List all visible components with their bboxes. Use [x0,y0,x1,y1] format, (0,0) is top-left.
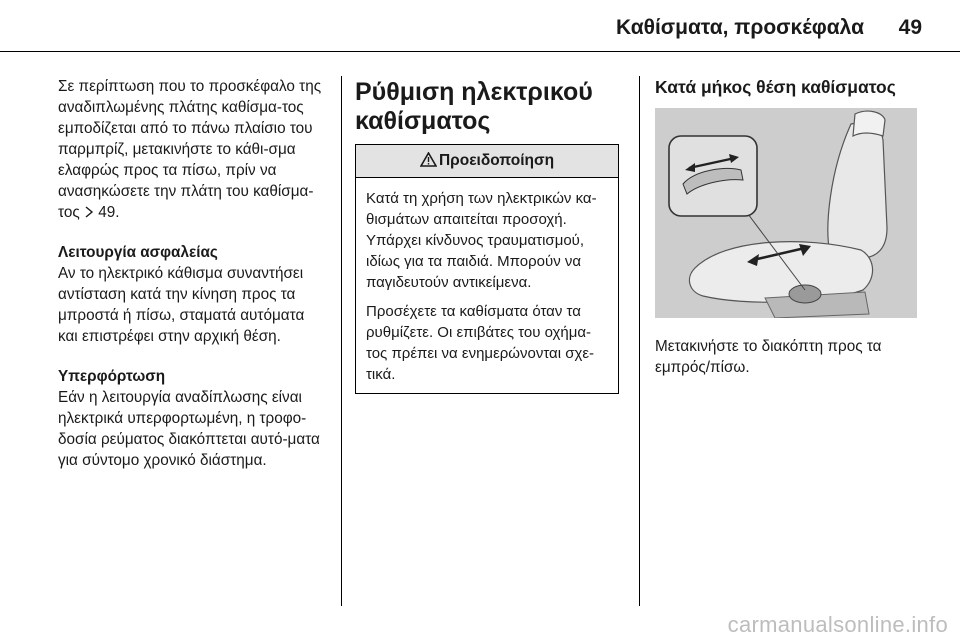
safety-heading: Λειτουργία ασφαλείας [58,244,218,261]
overload-heading: Υπερφόρτωση [58,368,166,385]
column-1 [58,76,328,490]
overload-paragraph [58,366,328,471]
illustration-caption: Μετακινήστε το διακόπτη προς τα εμπρός/πίσω. [655,338,882,376]
safety-paragraph [58,242,328,347]
column-divider [639,76,640,606]
warning-paragraph: Κατά τη χρήση των ηλεκτρικών κα-θισμάτων απαιτείται προσοχή. Υπάρχει κίνδυνος τραυματισμού, ιδίως για τα παιδιά. Μπορούν να παγιδευτούν αντικείμενα. [366,190,597,291]
warning-body [356,178,618,393]
page-number: 49 [898,16,922,39]
watermark: carmanualsonline.info [727,612,948,637]
warning-header [356,145,618,178]
intro-paragraph [58,76,328,223]
warning-box [355,144,619,394]
column-divider [341,76,342,606]
warning-title: Προειδοποίηση [438,152,555,169]
warning-paragraph: Προσέχετε τα καθίσματα όταν τα ρυθμίζετε. Οι επιβάτες του οχήμα-τος πρέπει να ενημερώνονται σχε-τικά. [366,303,595,383]
page-reference-number: 49. [98,204,120,221]
header-rule [0,51,960,52]
page-reference[interactable] [84,204,120,221]
section-title-longitudinal: Κατά μήκος θέση καθίσματος [655,77,896,97]
section-title-power-seat: Ρύθμιση ηλεκτρικού καθίσματος [355,78,593,135]
safety-text: Αν το ηλεκτρικό κάθισμα συναντήσει αντίσταση κατά την κίνηση προς τα μπροστά ή πίσω, σταματά αυτόματα και επιστρέφει στην αρχική θέση. [58,265,305,345]
arrow-reference-icon [84,206,94,218]
column-2 [355,78,623,394]
seat-drawing [655,108,917,318]
running-header-title: Καθίσματα, προσκέφαλα [616,16,864,39]
intro-text: Σε περίπτωση που το προσκέφαλο της αναδιπλωμένης πλάτης καθίσμα-τος εμποδίζεται από το πάνω πλαίσιο του παρμπρίζ, μετακινήστε το κάθι-σμα ελαφρώς προς τα πίσω, πρίν να ανασηκώσετε την πλάτη του καθίσμα-τος [58,78,322,221]
overload-text: Εάν η λειτουργία αναδίπλωσης είναι ηλεκτρικά υπερφορτωμένη, η τροφο-δοσία ρεύματος διακόπτεται αυτό-ματα για σύντομο χρονικό διάστημα. [58,389,320,469]
warning-triangle-icon [420,150,437,171]
column-3 [655,76,920,378]
seat-illustration [655,108,917,318]
